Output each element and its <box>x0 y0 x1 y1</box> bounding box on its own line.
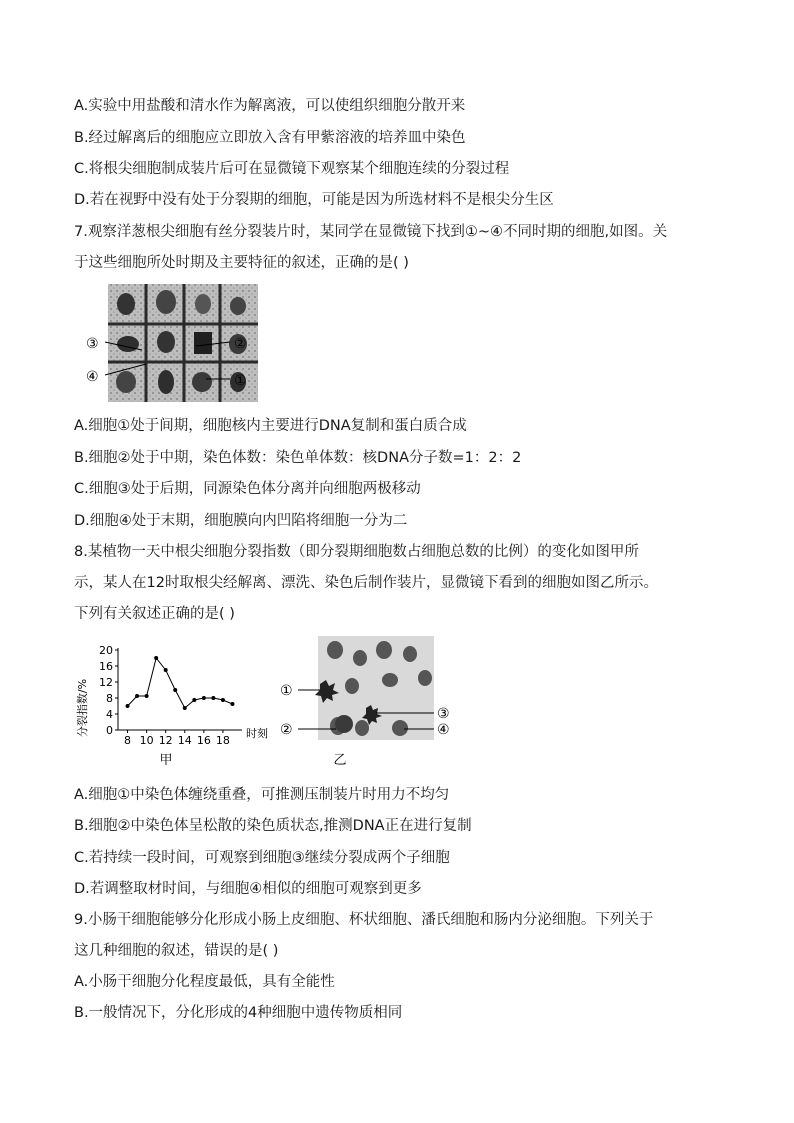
caption-left: 甲 <box>159 753 173 768</box>
x-axis-label: 时刻 <box>246 727 268 740</box>
question-7-stem-1: 7.观察洋葱根尖细胞有丝分裂装片时，某同学在显微镜下找到①~④不同时期的细胞,如图。关 <box>74 224 668 240</box>
figure-7-micrograph <box>86 284 258 404</box>
x-tick-label: 16 <box>196 734 211 747</box>
question-9-stem-2: 这几种细胞的叙述，错误的是( ) <box>74 943 279 959</box>
y-tick-label: 16 <box>99 660 113 673</box>
data-point <box>145 694 149 698</box>
data-point <box>183 706 187 710</box>
data-point <box>154 656 158 660</box>
question-9-stem-1: 9.小肠干细胞能够分化形成小肠上皮细胞、杯状细胞、潘氏细胞和肠内分泌细胞。下列关于 <box>74 912 654 928</box>
data-point <box>173 688 177 692</box>
option-7a: A.细胞①处于间期，细胞核内主要进行DNA复制和蛋白质合成 <box>74 418 467 434</box>
fig8-label-1: ① <box>280 683 293 699</box>
label-3: ③ <box>86 336 99 352</box>
option-7b: B.细胞②处于中期，染色体数：染色单体数：核DNA分子数=1：2：2 <box>74 450 522 466</box>
fig8-label-2: ② <box>280 722 293 738</box>
data-point <box>221 698 225 702</box>
x-tick-label: 10 <box>139 734 154 747</box>
series-line <box>128 658 233 708</box>
option-8b: B.细胞②中染色体呈松散的染色质状态,推测DNA正在进行复制 <box>74 818 472 834</box>
figure-8-micrograph <box>280 636 460 772</box>
caption-right: 乙 <box>333 753 347 768</box>
line-6c: C.将根尖细胞制成装片后可在显微镜下观察某个细胞连续的分裂过程 <box>74 161 510 177</box>
y-axis-label: 分裂指数/% <box>76 678 89 738</box>
data-point <box>192 698 196 702</box>
y-tick-label: 8 <box>106 692 113 705</box>
question-8-stem-2: 示，某人在12时取根尖经解离、漂洗、染色后制作装片，显微镜下看到的细胞如图乙所示。 <box>74 575 658 591</box>
data-point <box>211 696 215 700</box>
option-8c: C.若持续一段时间，可观察到细胞③继续分裂成两个子细胞 <box>74 850 450 866</box>
line-6a: A.实验中用盐酸和清水作为解离液，可以使组织细胞分散开来 <box>74 98 466 114</box>
question-8-stem-3: 下列有关叙述正确的是( ) <box>74 606 235 622</box>
x-tick-label: 12 <box>158 734 173 747</box>
y-tick-label: 12 <box>99 676 113 689</box>
figure-8-chart <box>72 636 272 772</box>
label-2: ② <box>234 336 247 352</box>
data-point <box>164 668 168 672</box>
fig8-label-3: ③ <box>437 706 450 722</box>
data-point <box>126 704 130 708</box>
question-7-stem-2: 于这些细胞所处时期及主要特征的叙述，正确的是( ) <box>74 255 409 271</box>
label-4: ④ <box>86 369 99 385</box>
option-7d: D.细胞④处于末期，细胞膜向内凹陷将细胞一分为二 <box>74 513 408 529</box>
option-8a: A.细胞①中染色体缠绕重叠，可推测压制装片时用力不均匀 <box>74 787 450 803</box>
fig8-label-4: ④ <box>437 722 450 738</box>
option-9a: A.小肠干细胞分化程度最低，具有全能性 <box>74 974 335 990</box>
data-point <box>202 696 206 700</box>
option-8d: D.若调整取材时间，与细胞④相似的细胞可观察到更多 <box>74 881 422 897</box>
x-tick-label: 14 <box>177 734 192 747</box>
x-tick-label: 8 <box>124 734 132 747</box>
line-6d: D.若在视野中没有处于分裂期的细胞，可能是因为所选材料不是根尖分生区 <box>74 192 554 208</box>
y-tick-label: 20 <box>99 644 113 657</box>
question-8-stem-1: 8.某植物一天中根尖细胞分裂指数（即分裂期细胞数占细胞总数的比例）的变化如图甲所 <box>74 544 639 560</box>
data-point <box>135 694 139 698</box>
x-tick-label: 18 <box>215 734 230 747</box>
option-7c: C.细胞③处于后期，同源染色体分离并向细胞两极移动 <box>74 481 421 497</box>
label-1: ① <box>234 373 247 389</box>
y-tick-label: 4 <box>106 708 113 721</box>
line-6b: B.经过解离后的细胞应立即放入含有甲紫溶液的培养皿中染色 <box>74 130 466 146</box>
data-point <box>230 702 234 706</box>
option-9b: B.一般情况下，分化形成的4种细胞中遗传物质相同 <box>74 1005 403 1021</box>
y-tick-label: 0 <box>106 724 113 737</box>
